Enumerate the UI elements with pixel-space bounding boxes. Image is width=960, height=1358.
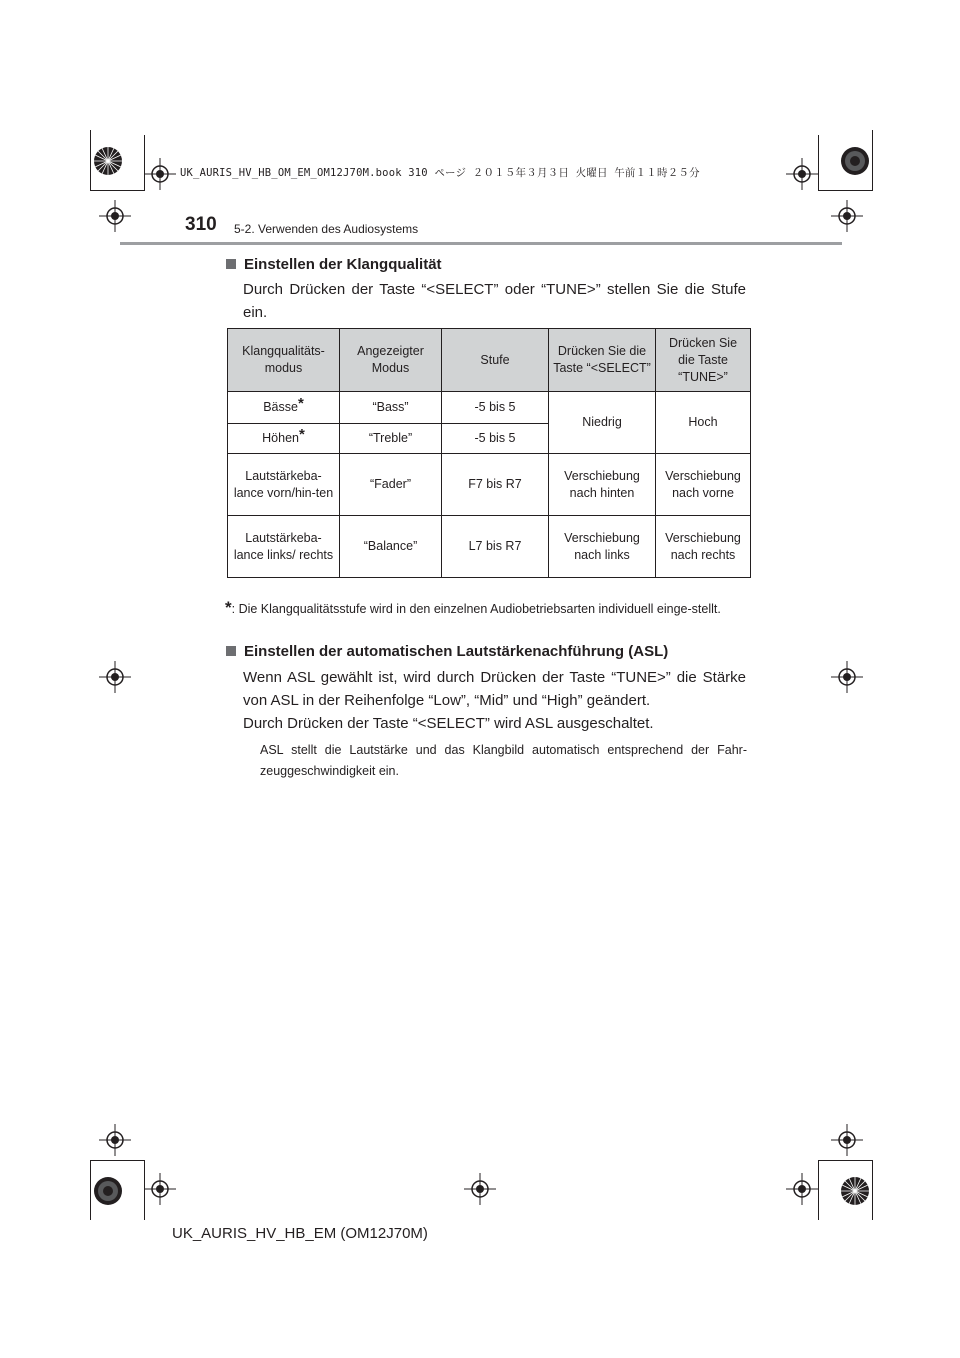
book-file-info: UK_AURIS_HV_HB_OM_EM_OM12J70M.book 310 ページ ２０１５年３月３日 火曜日 午前１１時２５分 xyxy=(180,167,700,179)
section-note: ASL stellt die Lautstärke und das Klangbild automatisch entsprechend der Fahr-zeuggeschwindigkeit ein. xyxy=(260,743,747,778)
table-cell: Hoch xyxy=(656,392,751,454)
header-divider xyxy=(120,242,842,245)
asterisk-mark: * xyxy=(297,395,304,412)
table-cell: F7 bis R7 xyxy=(442,454,549,516)
table-cell: Lautstärkeba-lance links/ rechts xyxy=(228,516,340,578)
table-row xyxy=(228,516,751,578)
crop-line xyxy=(90,190,145,191)
table-cell: -5 bis 5 xyxy=(442,392,549,424)
table-header-cell: Stufe xyxy=(442,329,549,392)
footnote-text: : Die Klangqualitätsstufe wird in den einzelnen Audiobetriebsarten individuell einge-stellt. xyxy=(231,602,721,616)
registration-rosette-icon xyxy=(93,146,123,176)
table-cell: Verschiebung nach hinten xyxy=(549,454,656,516)
section-paragraph: Durch Drücken der Taste “<SELECT” oder “TUNE>” stellen Sie die Stufe ein. xyxy=(243,281,746,321)
crosshair-mark-icon xyxy=(831,200,863,232)
page-number: 310 xyxy=(185,214,217,235)
section-title: Einstellen der automatischen Lautstärkenachführung (ASL) xyxy=(244,643,669,660)
crop-line xyxy=(818,135,819,190)
table-cell: Verschiebung nach links xyxy=(549,516,656,578)
registration-rosette-icon xyxy=(93,1176,123,1206)
table-cell: -5 bis 5 xyxy=(442,424,549,454)
crop-line xyxy=(872,1160,873,1220)
crosshair-mark-icon xyxy=(786,1173,818,1205)
table-header-cell: Klangqualitäts-modus xyxy=(228,329,340,392)
table-cell: “Fader” xyxy=(340,454,442,516)
crosshair-mark-icon xyxy=(831,661,863,693)
table-cell: Bässe* xyxy=(228,392,340,424)
chapter-title: 5-2. Verwenden des Audiosystems xyxy=(234,222,419,236)
registration-rosette-icon xyxy=(840,146,870,176)
crosshair-mark-icon xyxy=(144,158,176,190)
table-cell: L7 bis R7 xyxy=(442,516,549,578)
crosshair-mark-icon xyxy=(99,200,131,232)
section-heading xyxy=(226,256,442,273)
footnote-mark: * xyxy=(225,598,232,617)
table-cell: Verschiebung nach rechts xyxy=(656,516,751,578)
section-paragraph: Wenn ASL gewählt ist, wird durch Drücken der Taste “TUNE>” die Stärke von ASL in der Reihenfolge “Low”, “Mid” und “High” geändert. xyxy=(243,669,746,709)
table-cell: Lautstärkeba-lance vorn/hin-ten xyxy=(228,454,340,516)
crosshair-mark-icon xyxy=(99,661,131,693)
section-paragraph: Durch Drücken der Taste “<SELECT” wird ASL ausgeschaltet. xyxy=(243,715,654,732)
table-cell: Niedrig xyxy=(549,392,656,454)
table-row xyxy=(228,454,751,516)
asterisk-mark: * xyxy=(299,426,305,443)
table-header-cell: Angezeigter Modus xyxy=(340,329,442,392)
square-bullet-icon xyxy=(226,259,236,269)
crop-line xyxy=(818,1160,819,1220)
crosshair-mark-icon xyxy=(99,1124,131,1156)
crosshair-mark-icon xyxy=(831,1124,863,1156)
crosshair-mark-icon xyxy=(786,158,818,190)
crop-line xyxy=(90,1160,91,1220)
crop-line xyxy=(90,130,91,190)
crop-line xyxy=(90,1160,145,1161)
table-header-cell: Drücken Sie die Taste “TUNE>” xyxy=(656,329,751,392)
crop-line xyxy=(818,190,873,191)
table-cell: “Treble” xyxy=(340,424,442,454)
crosshair-mark-icon xyxy=(464,1173,496,1205)
table-footnote xyxy=(225,599,750,618)
sound-quality-table xyxy=(227,328,751,578)
crop-line xyxy=(872,130,873,190)
section-heading xyxy=(226,643,668,660)
table-cell: “Balance” xyxy=(340,516,442,578)
table-cell: Höhen* xyxy=(228,424,340,454)
crop-line xyxy=(818,1160,873,1161)
table-row xyxy=(228,392,751,424)
section-title: Einstellen der Klangqualität xyxy=(244,256,442,273)
table-cell: “Bass” xyxy=(340,392,442,424)
table-header-cell: Drücken Sie die Taste “<SELECT” xyxy=(549,329,656,392)
document-id: UK_AURIS_HV_HB_EM (OM12J70M) xyxy=(172,1225,428,1242)
crosshair-mark-icon xyxy=(144,1173,176,1205)
table-cell: Verschiebung nach vorne xyxy=(656,454,751,516)
square-bullet-icon xyxy=(226,646,236,656)
registration-rosette-icon xyxy=(840,1176,870,1206)
